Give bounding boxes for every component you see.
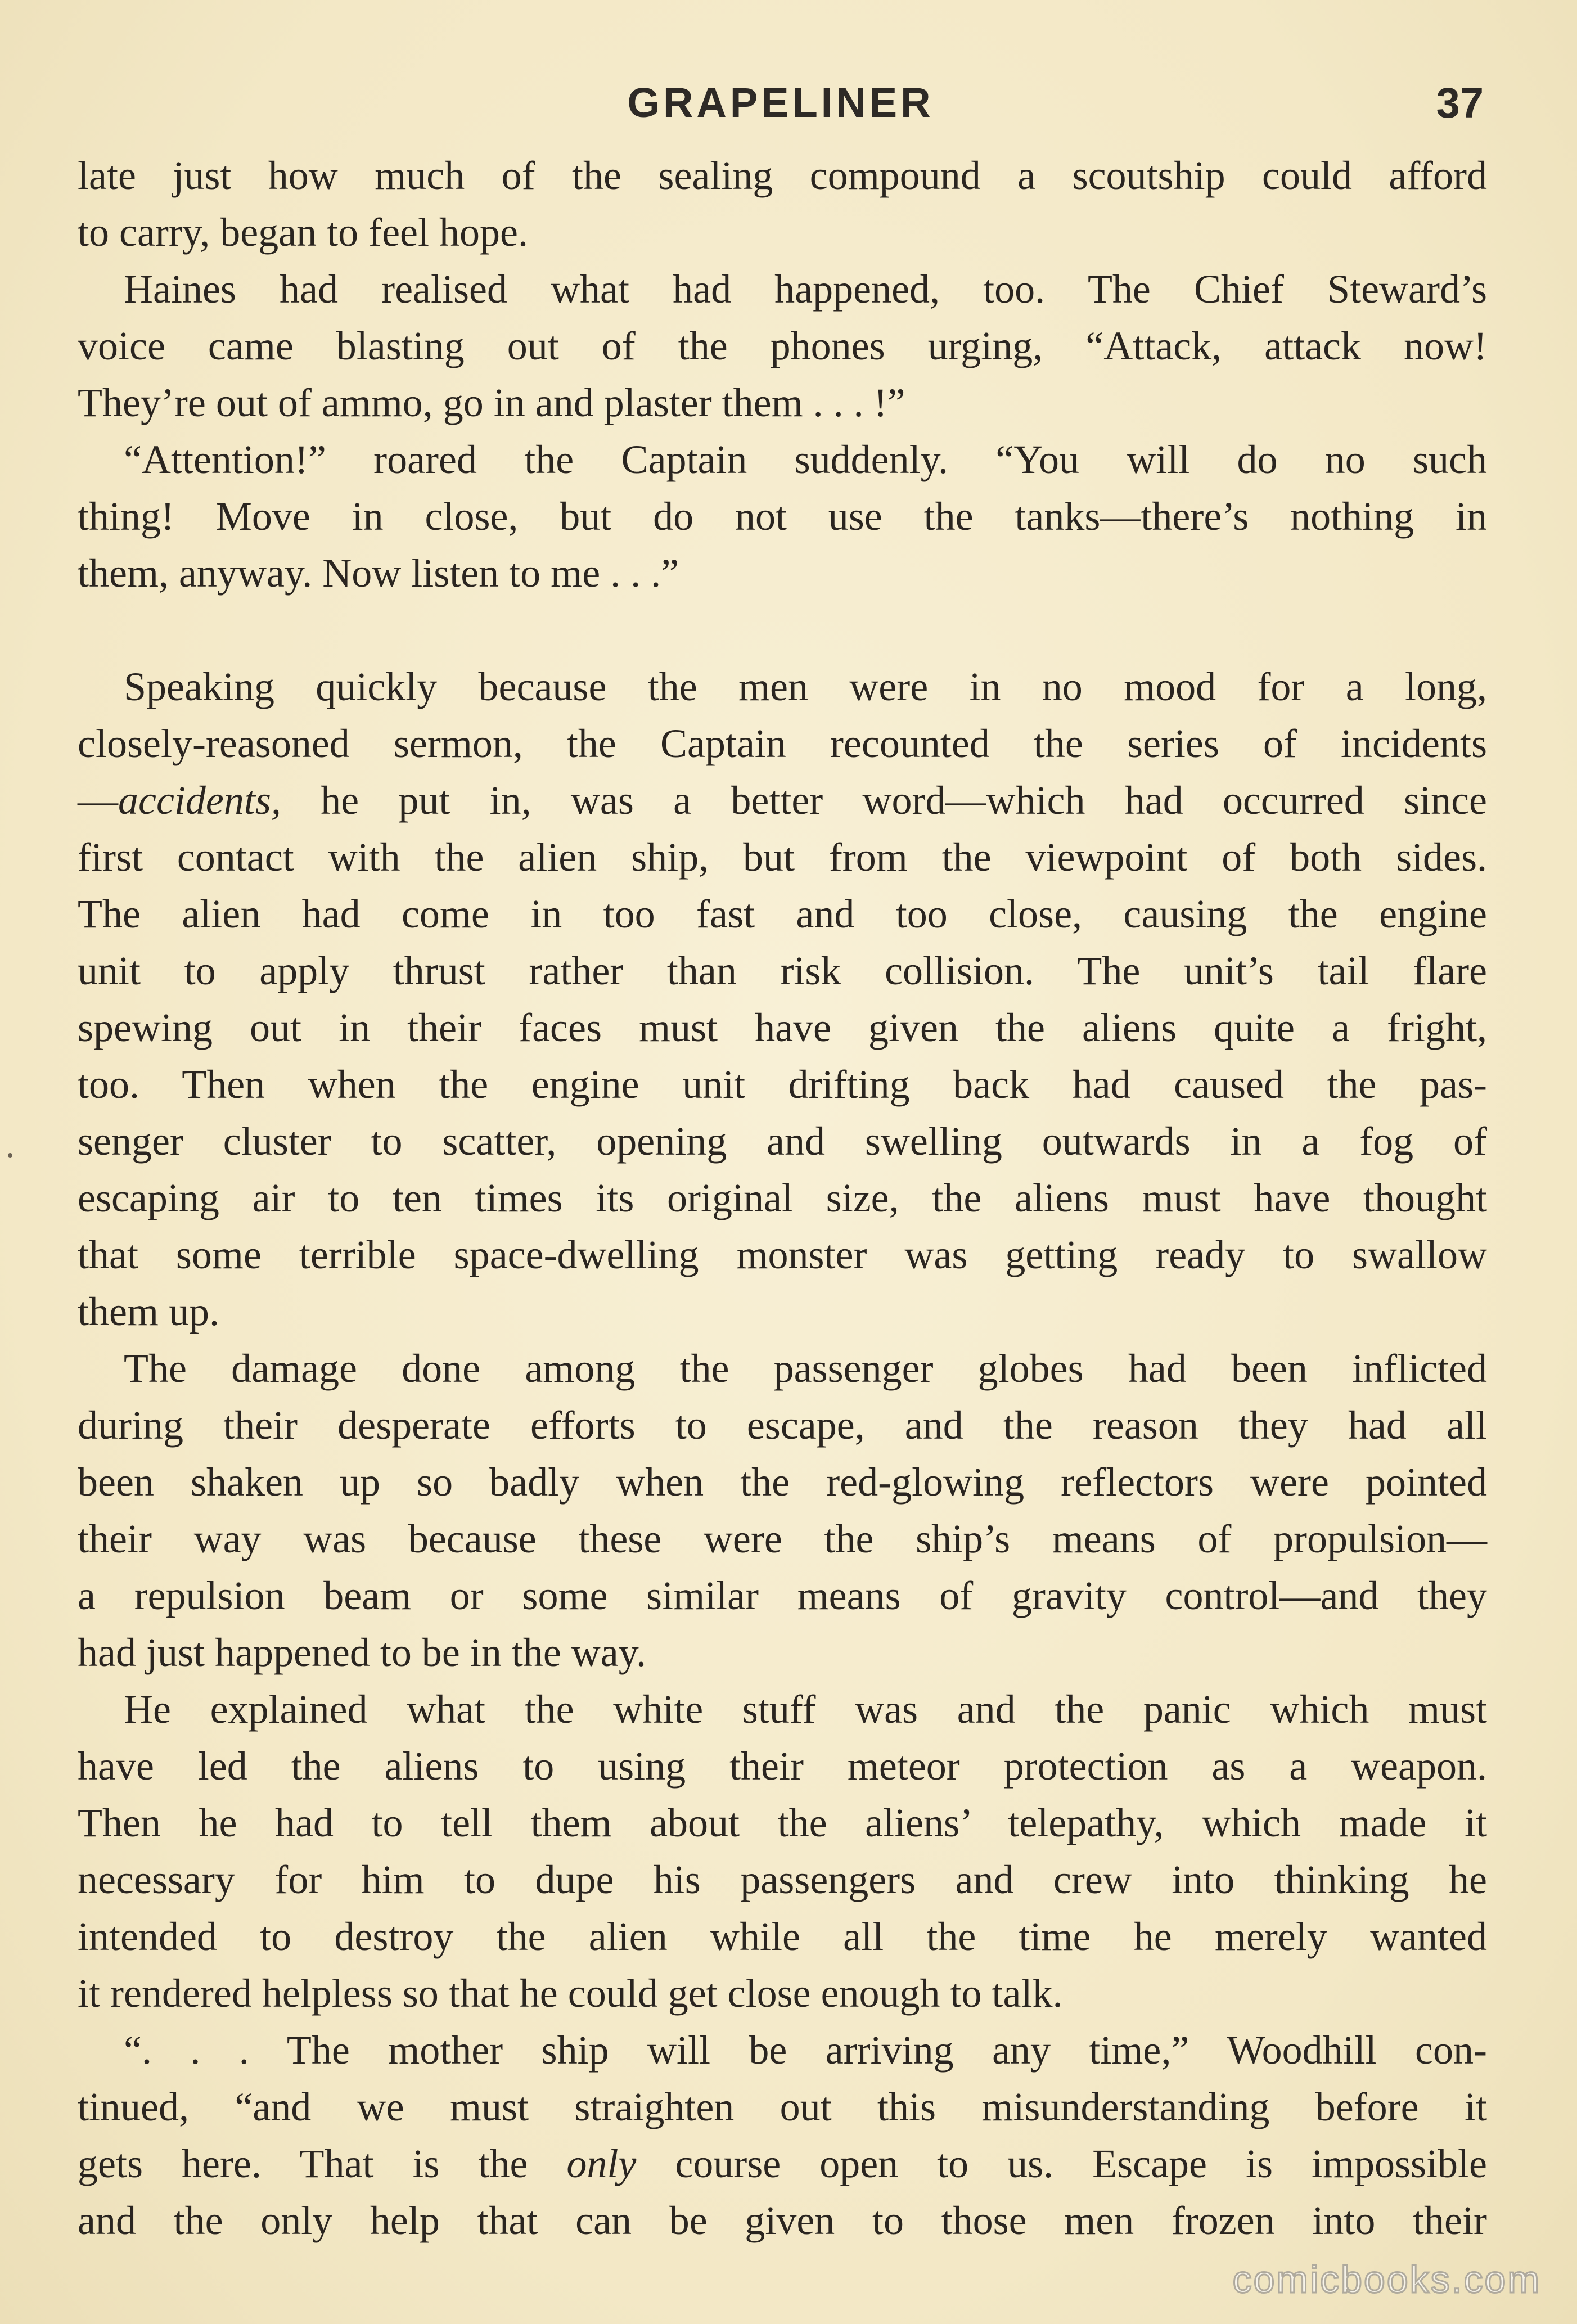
- text-line: Haines had realised what had happened, too. The Chief Steward’s: [124, 267, 1487, 312]
- text-line: that some terrible space-dwelling monster was getting ready to swallow: [78, 1232, 1487, 1277]
- text-line: The alien had come in too fast and too close, causing the engine: [78, 891, 1487, 936]
- text-line: “. . . The mother ship will be arriving any time,” Woodhill con-: [124, 2028, 1487, 2073]
- text-line: a repulsion beam or some similar means of gravity control—and they: [78, 1573, 1487, 1618]
- text-line: —accidents, he put in, was a better word—which had occurred since: [78, 778, 1487, 823]
- text-line: thing! Move in close, but do not use the tanks—there’s nothing in: [78, 494, 1487, 539]
- text-line: had just happened to be in the way.: [78, 1630, 647, 1675]
- text-line: He explained what the white stuff was and the panic which must: [124, 1687, 1487, 1732]
- text-line: during their desperate efforts to escape, and the reason they had all: [78, 1403, 1487, 1448]
- text-line: voice came blasting out of the phones urging, “Attack, attack now!: [78, 323, 1487, 368]
- text-line: gets here. That is the only course open to us. Escape is impossible: [78, 2141, 1488, 2186]
- text-line: too. Then when the engine unit drifting back had caused the pas-: [78, 1062, 1487, 1107]
- text-line: The damage done among the passenger globes had been inflicted: [124, 1346, 1487, 1391]
- text-line: necessary for him to dupe his passengers and crew into thinking he: [78, 1857, 1487, 1902]
- text-line: them up.: [78, 1289, 219, 1334]
- text-line: their way was because these were the ship’s means of propulsion—: [78, 1516, 1487, 1561]
- blank-line: [78, 602, 1487, 659]
- text-line: “Attention!” roared the Captain suddenly. “You will do no such: [124, 437, 1487, 482]
- text-line: have led the aliens to using their meteor protection as a weapon.: [78, 1744, 1487, 1789]
- text-line: closely-reasoned sermon, the Captain recounted the series of incidents: [78, 721, 1487, 766]
- text-line: unit to apply thrust rather than risk collision. The unit’s tail flare: [78, 948, 1487, 993]
- text-line: senger cluster to scatter, opening and swelling outwards in a fog of: [78, 1119, 1487, 1164]
- text-line: it rendered helpless so that he could get close enough to talk.: [78, 1971, 1063, 2016]
- text-line: and the only help that can be given to those men frozen into their: [78, 2198, 1487, 2243]
- text-line: Speaking quickly because the men were in no mood for a long,: [124, 664, 1487, 709]
- text-line: them, anyway. Now listen to me . . .”: [78, 551, 679, 596]
- text-line: spewing out in their faces must have given the aliens quite a fright,: [78, 1005, 1487, 1050]
- text-line: first contact with the alien ship, but from the viewpoint of both sides.: [78, 835, 1487, 880]
- watermark: comicbooks.com: [1232, 2258, 1541, 2301]
- italic-word: only: [566, 2141, 637, 2186]
- text-line: escaping air to ten times its original size, the aliens must have thought: [78, 1175, 1487, 1220]
- text-line: They’re out of ammo, go in and plaster them . . . !”: [78, 380, 905, 425]
- running-title: GRAPELINER: [627, 79, 934, 126]
- text-line: tinued, “and we must straighten out this misunderstanding before it: [78, 2084, 1487, 2129]
- page-header: [78, 79, 1484, 129]
- text-line: been shaken up so badly when the red-glowing reflectors were pointed: [78, 1460, 1487, 1505]
- italic-word: accidents,: [118, 778, 281, 823]
- text-line: Then he had to tell them about the aliens’ telepathy, which made it: [78, 1800, 1487, 1845]
- text-line: intended to destroy the alien while all the time he merely wanted: [78, 1914, 1487, 1959]
- page-number: 37: [1436, 79, 1484, 127]
- text-line: to carry, began to feel hope.: [78, 210, 528, 255]
- print-speck: [8, 1153, 12, 1158]
- body-text: [78, 147, 1487, 2249]
- text-line: late just how much of the sealing compound a scoutship could afford: [78, 153, 1487, 198]
